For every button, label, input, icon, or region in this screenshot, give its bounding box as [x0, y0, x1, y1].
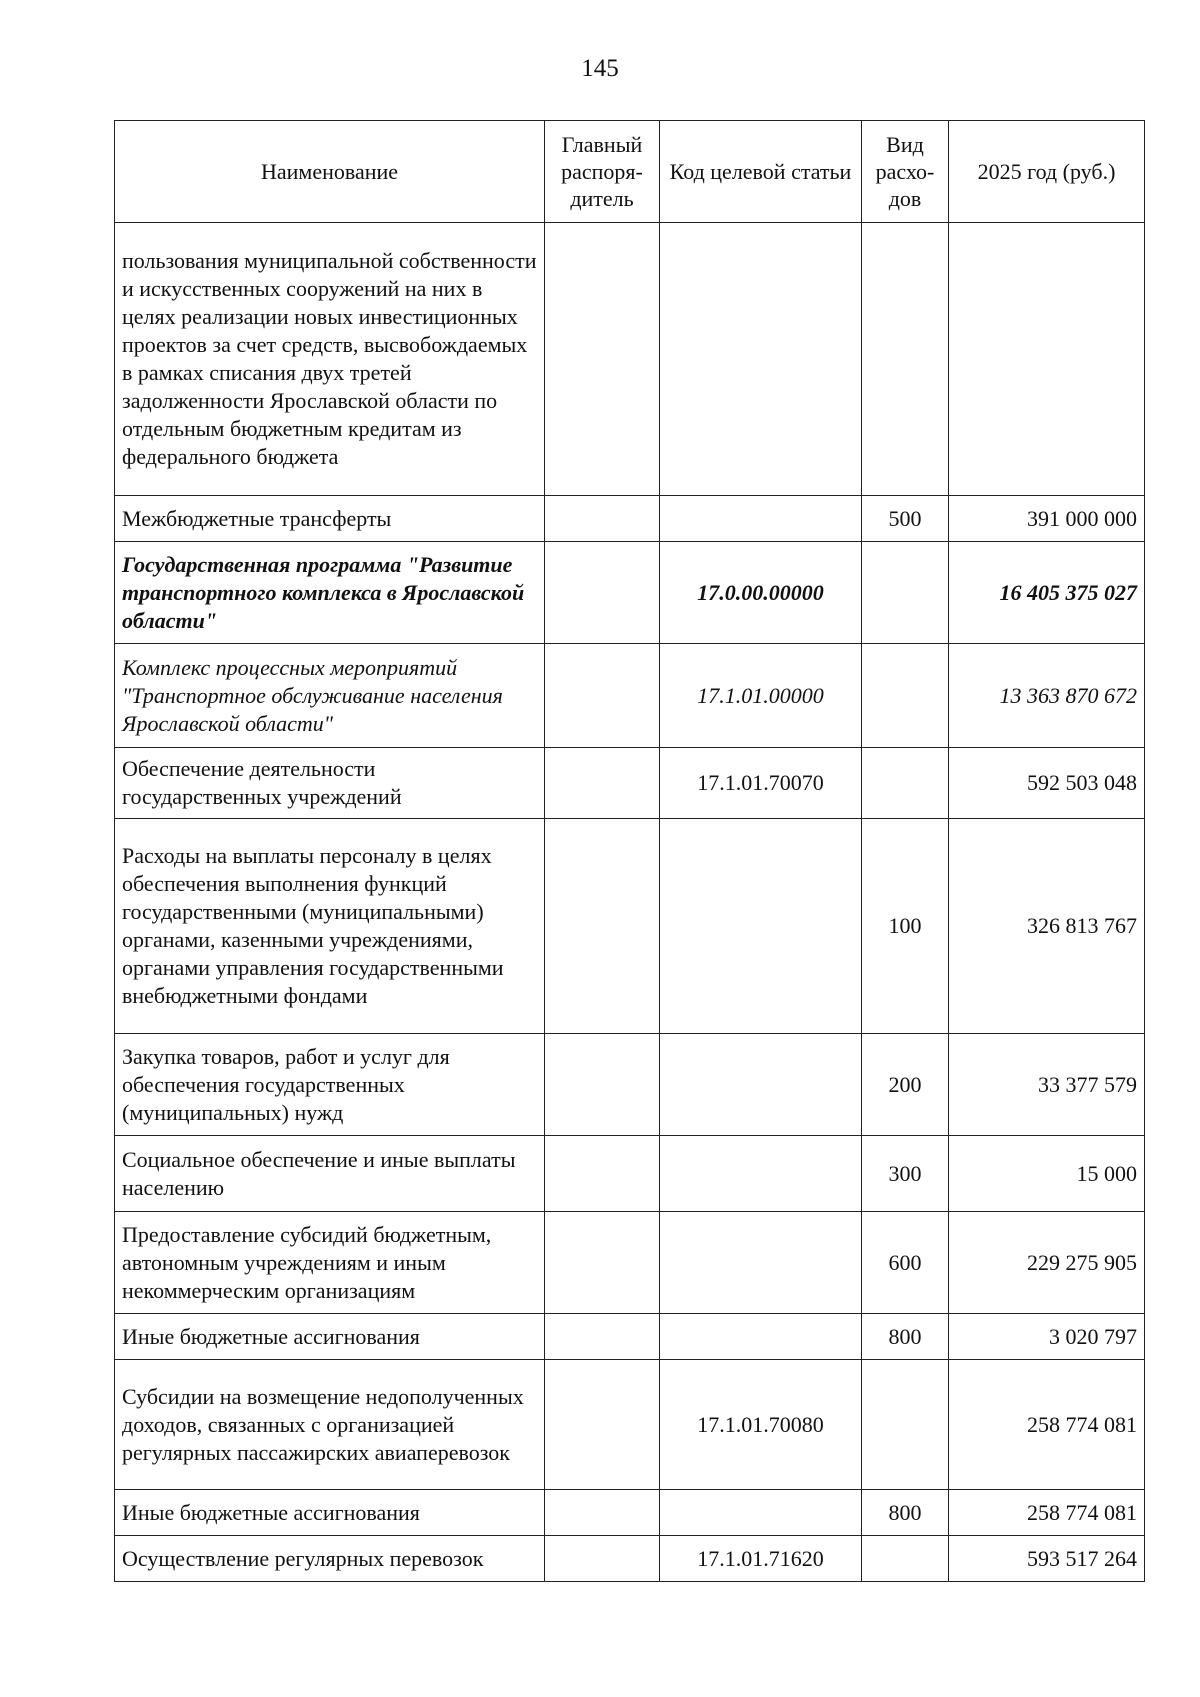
- cell-amount: 15 000: [949, 1136, 1145, 1212]
- cell-code: 17.1.01.70080: [660, 1360, 862, 1490]
- cell-amount: 258 774 081: [949, 1490, 1145, 1536]
- cell-code: 17.1.01.70070: [660, 748, 862, 819]
- cell-expense-type: 100: [862, 819, 949, 1034]
- cell-name: Иные бюджетные ассигнования: [115, 1490, 545, 1536]
- cell-manager: [545, 1136, 660, 1212]
- cell-name: Социальное обеспечение и иные выплаты населению: [115, 1136, 545, 1212]
- cell-amount: 592 503 048: [949, 748, 1145, 819]
- cell-amount: [949, 223, 1145, 496]
- cell-code: [660, 1490, 862, 1536]
- header-manager: Главный распоря-дитель: [545, 121, 660, 223]
- cell-amount: 16 405 375 027: [949, 542, 1145, 644]
- cell-name: Предоставление субсидий бюджетным, автономным учреждениям и иным некоммерческим организациям: [115, 1212, 545, 1314]
- cell-amount: 391 000 000: [949, 496, 1145, 542]
- cell-code: 17.1.01.71620: [660, 1536, 862, 1582]
- table-header: [115, 121, 1145, 223]
- cell-name: Государственная программа "Развитие транспортного комплекса в Ярославской области": [115, 542, 545, 644]
- cell-expense-type: [862, 223, 949, 496]
- cell-amount: 593 517 264: [949, 1536, 1145, 1582]
- cell-name: Межбюджетные трансферты: [115, 496, 545, 542]
- cell-code: [660, 496, 862, 542]
- header-name: Наименование: [115, 121, 545, 223]
- cell-code: [660, 1212, 862, 1314]
- cell-code: [660, 223, 862, 496]
- cell-manager: [545, 819, 660, 1034]
- cell-expense-type: [862, 542, 949, 644]
- cell-expense-type: 500: [862, 496, 949, 542]
- cell-name: Обеспечение деятельности государственных учреждений: [115, 748, 545, 819]
- cell-code: 17.0.00.00000: [660, 542, 862, 644]
- cell-code: [660, 819, 862, 1034]
- cell-amount: 258 774 081: [949, 1360, 1145, 1490]
- cell-expense-type: 800: [862, 1314, 949, 1360]
- cell-manager: [545, 1212, 660, 1314]
- cell-code: 17.1.01.00000: [660, 644, 862, 748]
- table-row: [115, 819, 1145, 1034]
- cell-manager: [545, 1034, 660, 1136]
- cell-expense-type: [862, 644, 949, 748]
- cell-manager: [545, 542, 660, 644]
- cell-manager: [545, 1314, 660, 1360]
- cell-expense-type: 300: [862, 1136, 949, 1212]
- cell-code: [660, 1314, 862, 1360]
- cell-amount: 229 275 905: [949, 1212, 1145, 1314]
- cell-name: Комплекс процессных мероприятий "Транспортное обслуживание населения Ярославской области": [115, 644, 545, 748]
- cell-manager: [545, 644, 660, 748]
- header-expense-type: Вид расхо-дов: [862, 121, 949, 223]
- cell-name: Закупка товаров, работ и услуг для обеспечения государственных (муниципальных) нужд: [115, 1034, 545, 1136]
- table-row: [115, 223, 1145, 496]
- cell-code: [660, 1136, 862, 1212]
- table-body: [115, 223, 1145, 1582]
- cell-expense-type: 800: [862, 1490, 949, 1536]
- cell-expense-type: [862, 1360, 949, 1490]
- cell-manager: [545, 496, 660, 542]
- cell-amount: 326 813 767: [949, 819, 1145, 1034]
- table-row: [115, 1212, 1145, 1314]
- table-row: [115, 1034, 1145, 1136]
- table-row: [115, 542, 1145, 644]
- table-row: [115, 644, 1145, 748]
- cell-manager: [545, 1490, 660, 1536]
- cell-amount: 33 377 579: [949, 1034, 1145, 1136]
- cell-code: [660, 1034, 862, 1136]
- header-code: Код целевой статьи: [660, 121, 862, 223]
- table-row: [115, 1490, 1145, 1536]
- table-row: [115, 1136, 1145, 1212]
- cell-expense-type: 600: [862, 1212, 949, 1314]
- table-row: [115, 496, 1145, 542]
- cell-amount: 3 020 797: [949, 1314, 1145, 1360]
- page-number: 145: [581, 55, 619, 82]
- cell-manager: [545, 1536, 660, 1582]
- cell-name: пользования муниципальной собственности и искусственных сооружений на них в целях реализации новых инвестиционных проектов за счет средств, высвобождаемых в рамках списания двух третей задолженности Ярославской области по отдельным бюджетным кредитам из федерального бюджета: [115, 223, 545, 496]
- cell-name: Расходы на выплаты персоналу в целях обеспечения выполнения функций государственными (муниципальными) органами, казенными учреждениями, органами управления государственными внебюджетными фондами: [115, 819, 545, 1034]
- cell-expense-type: [862, 1536, 949, 1582]
- cell-expense-type: 200: [862, 1034, 949, 1136]
- header-amount-2025: 2025 год (руб.): [949, 121, 1145, 223]
- table-row: [115, 1314, 1145, 1360]
- table-row: [115, 1536, 1145, 1582]
- cell-name: Иные бюджетные ассигнования: [115, 1314, 545, 1360]
- table-row: [115, 748, 1145, 819]
- budget-table: [114, 120, 1145, 1582]
- cell-expense-type: [862, 748, 949, 819]
- cell-manager: [545, 748, 660, 819]
- cell-name: Субсидии на возмещение недополученных доходов, связанных с организацией регулярных пассажирских авиаперевозок: [115, 1360, 545, 1490]
- table-row: [115, 1360, 1145, 1490]
- cell-name: Осуществление регулярных перевозок: [115, 1536, 545, 1582]
- cell-manager: [545, 1360, 660, 1490]
- cell-manager: [545, 223, 660, 496]
- cell-amount: 13 363 870 672: [949, 644, 1145, 748]
